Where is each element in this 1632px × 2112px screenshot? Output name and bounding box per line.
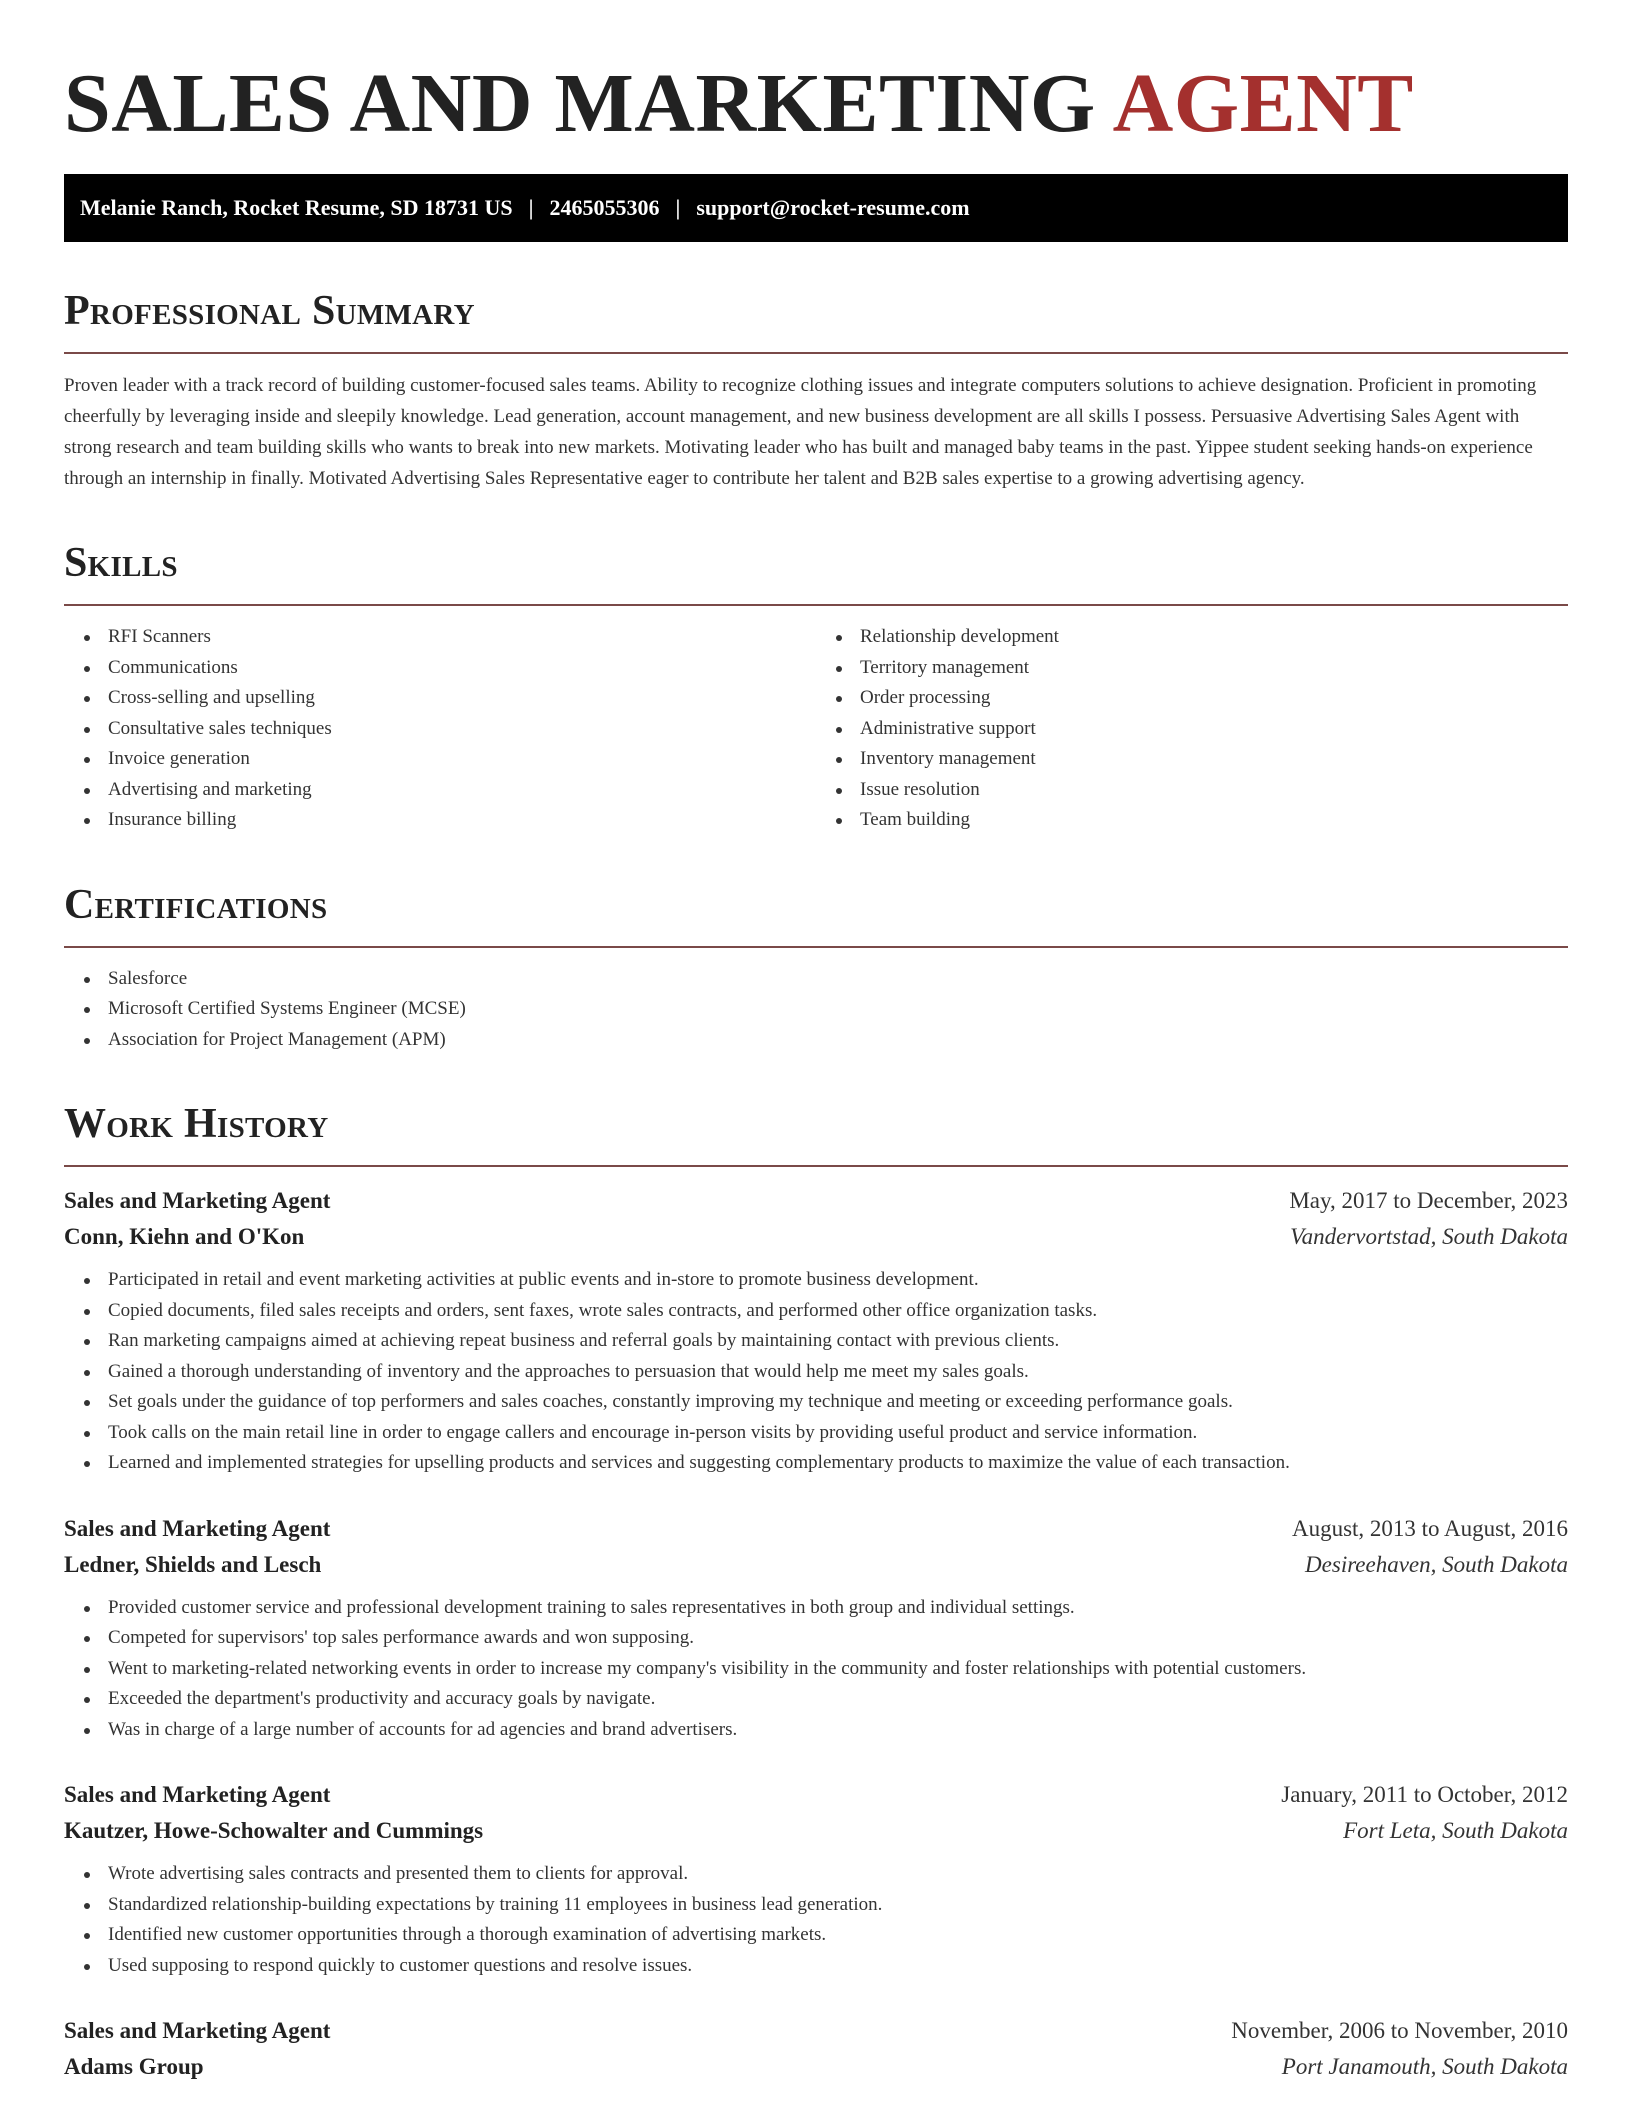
job-company: Adams Group (64, 2054, 204, 2079)
job-company: Conn, Kiehn and O'Kon (64, 1224, 305, 1249)
skill-item: Cross-selling and upselling (108, 683, 816, 714)
job-company-row (64, 1813, 1568, 1849)
skill-item: Communications (108, 653, 816, 684)
certification-item: Microsoft Certified Systems Engineer (MCSE) (108, 994, 1568, 1025)
job-duty: Took calls on the main retail line in order to engage callers and encourage in-person visits by providing useful product and service information. (108, 1418, 1568, 1449)
job-duty: Wrote advertising sales contracts and presented them to clients for approval. (108, 1859, 1568, 1890)
job-duty: Gained a thorough understanding of inventory and the approaches to persuasion that would help me meet my sales goals. (108, 1357, 1568, 1388)
skills-column-left (64, 622, 816, 836)
contact-email: support@rocket-resume.com (696, 195, 970, 220)
section-divider (64, 1165, 1568, 1167)
job-duty: Participated in retail and event marketing activities at public events and in-store to promote business development. (108, 1265, 1568, 1296)
job-duty: Identified new customer opportunities through a thorough examination of advertising markets. (108, 1920, 1568, 1951)
job-entry (64, 2013, 1568, 2085)
job-entry (64, 1777, 1568, 1981)
skills-list-right (816, 622, 1568, 836)
resume-title (64, 56, 1568, 152)
job-location: Port Janamouth, South Dakota (1281, 2054, 1568, 2079)
contact-bar (64, 174, 1568, 242)
summary-section (64, 286, 1568, 494)
job-dates: January, 2011 to October, 2012 (1281, 1782, 1568, 1807)
skill-item: Insurance billing (108, 805, 816, 836)
contact-separator: | (675, 195, 681, 220)
job-company-row (64, 1219, 1568, 1255)
summary-heading: Professional Summary (64, 288, 475, 334)
job-title: Sales and Marketing Agent (64, 1782, 331, 1807)
job-duty: Competed for supervisors' top sales performance awards and won supposing. (108, 1623, 1568, 1654)
skill-item: Relationship development (860, 622, 1568, 653)
title-accent: AGENT (1112, 57, 1414, 150)
job-location: Fort Leta, South Dakota (1343, 1818, 1568, 1843)
contact-phone: 2465055306 (549, 195, 660, 220)
job-duty: Learned and implemented strategies for upselling products and services and suggesting complementary products to maximize the value of each transaction. (108, 1448, 1568, 1479)
job-duty: Went to marketing-related networking events in order to increase my company's visibility in the community and foster relationships with potential customers. (108, 1654, 1568, 1685)
job-company: Ledner, Shields and Lesch (64, 1551, 322, 1577)
certification-item: Salesforce (108, 964, 1568, 995)
job-title: Sales and Marketing Agent (64, 1188, 331, 1213)
job-location: Desireehaven, South Dakota (1305, 1551, 1568, 1577)
job-duties-list (64, 1859, 1568, 1981)
job-company-row (64, 1547, 1568, 1583)
job-location: Vandervortstad, South Dakota (1290, 1224, 1568, 1249)
job-entry (64, 1183, 1568, 1479)
job-header-row (64, 1511, 1568, 1547)
job-duty: Provided customer service and professional development training to sales representatives in both group and individual settings. (108, 1593, 1568, 1624)
title-main: SALES AND MARKETING (64, 57, 1096, 150)
job-duty: Ran marketing campaigns aimed at achieving repeat business and referral goals by maintaining contact with previous clients. (108, 1326, 1568, 1357)
skill-item: Administrative support (860, 714, 1568, 745)
skills-section (64, 538, 1568, 836)
work-history-section (64, 1099, 1568, 2085)
skill-item: Territory management (860, 653, 1568, 684)
job-dates: August, 2013 to August, 2016 (1291, 1515, 1568, 1541)
job-duty: Used supposing to respond quickly to customer questions and resolve issues. (108, 1951, 1568, 1982)
job-duty: Copied documents, filed sales receipts and orders, sent faxes, wrote sales contracts, and performed other office organization tasks. (108, 1296, 1568, 1327)
job-header-row (64, 1183, 1568, 1219)
job-header-row (64, 1777, 1568, 1813)
certification-item: Association for Project Management (APM) (108, 1025, 1568, 1056)
contact-separator: | (528, 195, 534, 220)
section-divider (64, 352, 1568, 354)
skill-item: Team building (860, 805, 1568, 836)
job-duties-list (64, 1593, 1568, 1746)
skills-list-left (64, 622, 816, 836)
job-dates: November, 2006 to November, 2010 (1231, 2018, 1568, 2043)
skill-item: RFI Scanners (108, 622, 816, 653)
skills-grid (64, 622, 1568, 836)
job-company: Kautzer, Howe-Schowalter and Cummings (64, 1818, 484, 1843)
certifications-list (64, 964, 1568, 1056)
job-title: Sales and Marketing Agent (64, 2018, 331, 2043)
job-dates: May, 2017 to December, 2023 (1289, 1188, 1568, 1213)
skills-heading: Skills (64, 540, 178, 586)
section-divider (64, 946, 1568, 948)
skill-item: Invoice generation (108, 744, 816, 775)
skills-column-right (816, 622, 1568, 836)
summary-text: Proven leader with a track record of building customer-focused sales teams. Ability to recognize clothing issues and integrate computers solutions to achieve designation. Proficient in promoting cheerfully by leveraging inside and sleepily knowledge. Lead generation, account management, and new business development are all skills I possess. Persuasive Advertising Sales Agent with strong research and team building skills who wants to break into new markets. Motivating leader who has built and managed baby teams in the past. Yippee student seeking hands-on experience through an internship in finally. Motivated Advertising Sales Representative eager to contribute her talent and B2B sales expertise to a growing advertising agency. (64, 375, 1537, 489)
job-entry (64, 1511, 1568, 1746)
skill-item: Inventory management (860, 744, 1568, 775)
job-header-row (64, 2013, 1568, 2049)
certifications-heading: Certifications (64, 881, 328, 928)
skill-item: Advertising and marketing (108, 775, 816, 806)
job-title: Sales and Marketing Agent (64, 1515, 331, 1541)
job-company-row (64, 2049, 1568, 2085)
skill-item: Order processing (860, 683, 1568, 714)
skill-item: Consultative sales techniques (108, 714, 816, 745)
job-duties-list (64, 1265, 1568, 1479)
job-duty: Standardized relationship-building expectations by training 11 employees in business lead generation. (108, 1890, 1568, 1921)
job-duty: Was in charge of a large number of accounts for ad agencies and brand advertisers. (108, 1715, 1568, 1746)
work-history-heading: Work History (64, 1101, 329, 1147)
section-divider (64, 604, 1568, 606)
job-duty: Set goals under the guidance of top performers and sales coaches, constantly improving my technique and meeting or exceeding performance goals. (108, 1387, 1568, 1418)
skill-item: Issue resolution (860, 775, 1568, 806)
contact-address: Melanie Ranch, Rocket Resume, SD 18731 US (80, 195, 513, 220)
certifications-section (64, 880, 1568, 1056)
job-duty: Exceeded the department's productivity and accuracy goals by navigate. (108, 1684, 1568, 1715)
